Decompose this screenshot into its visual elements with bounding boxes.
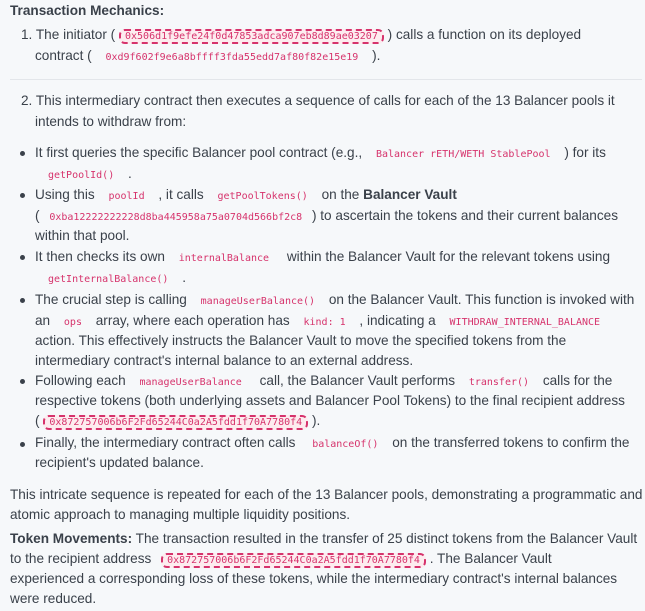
vault-address[interactable]: 0xba12222222228d8ba445958a75a0704d566bf2c8 — [43, 211, 308, 224]
step-2-line-1: 2. This intermediary contract then executes a sequence of calls for each of the 13 Balancer pools it — [21, 93, 615, 108]
bullet-dot — [20, 151, 25, 156]
bullet-6-line-1: Finally, the intermediary contract often calls balanceOf() on the transferred tokens to confirm the — [35, 435, 630, 450]
bullet-dot — [20, 442, 25, 447]
bullet-2-line-1: Using this poolId , it calls getPoolTokens() on the Balancer Vault — [35, 187, 457, 202]
bullet-2-line-2: ( 0xba12222222228d8ba445958a75a0704d566bf2c8 ) to ascertain the tokens and their current balances — [35, 208, 619, 223]
bullet-2-line-3: within that pool. — [35, 228, 130, 243]
bullet-1-line-1: It first queries the specific Balancer pool contract (e.g., Balancer rETH/WETH StablePool ) for its — [35, 145, 606, 160]
bullet-4-line-3: action. This effectively instructs the Balancer Vault to move the specified tokens from the — [35, 333, 567, 348]
pool-name-code: Balancer rETH/WETH StablePool — [366, 148, 561, 161]
bullet-4-line-2: an ops array, where each operation has kind: 1 , indicating a WITHDRAW_INTERNAL_BALANCE — [35, 311, 610, 333]
paragraph-2-line-1: Token Movements: The transaction resulted in the transfer of 25 distinct tokens from the Balancer Vault — [10, 531, 638, 546]
bullet-4-line-1: The crucial step is calling manageUserBalance() on the Balancer Vault. This function is invoked with — [35, 292, 635, 307]
initiator-address[interactable]: 0x506d1f9efe24f0d47853adca907eb8d89ae03207 — [119, 29, 384, 44]
paragraph-1-line-1: This intricate sequence is repeated for each of the 13 Balancer pools, demonstrating a programmatic and — [10, 487, 643, 502]
pool-id-code: poolId — [98, 190, 154, 203]
contract-address[interactable]: 0xd9f602f9e6a8bffff3fda55edd7af80f82e15e19 — [95, 51, 368, 64]
ops-code: ops — [54, 316, 92, 329]
bullet-dot — [20, 379, 25, 384]
get-internal-balance-code: getInternalBalance() — [35, 273, 178, 286]
internal-balance-code: internalBalance — [169, 252, 283, 265]
bullet-dot — [20, 298, 25, 303]
section-heading: Transaction Mechanics: — [10, 3, 165, 18]
step-1-line-2: contract ( 0xd9f602f9e6a8bffff3fda55edd7af80f82e15e19 ). — [35, 48, 381, 63]
paragraph-2-line-3: experienced a corresponding loss of these tokens, while the intermediary contract's internal balances — [10, 571, 618, 586]
manage-user-balance-code: manageUserBalance() — [191, 295, 325, 308]
bullet-5-line-1: Following each manageUserBalance call, the Balancer Vault performs transfer() calls for the — [35, 373, 613, 388]
bullet-6-line-2: recipient's updated balance. — [35, 455, 204, 470]
bullet-dot — [20, 193, 25, 198]
divider — [10, 79, 642, 80]
bullet-5-line-2: respective tokens (both underlying assets and Balancer Pool Tokens) to the final recipient address — [35, 393, 625, 408]
get-pool-tokens-code: getPoolTokens() — [207, 190, 317, 203]
balance-of-code: balanceOf() — [299, 438, 388, 451]
recipient-address[interactable]: 0x872757006b6F2Fd65244C0a2A5fdd1f70A7780f4 — [43, 415, 308, 430]
bullet-5-line-3: ( 0x872757006b6F2Fd65244C0a2A5fdd1f70A7780f4 ). — [35, 413, 321, 428]
withdraw-internal-balance-code: WITHDRAW_INTERNAL_BALANCE — [440, 316, 611, 329]
paragraph-2-line-2: to the recipient address 0x872757006b6F2Fd65244C0a2A5fdd1f70A7780f4 . The Balancer Vault — [10, 551, 552, 566]
bullet-3-line-2: getInternalBalance() . — [35, 268, 186, 290]
kind-code: kind: 1 — [293, 316, 355, 329]
paragraph-1-line-2: atomic approach to managing multiple liquidity positions. — [10, 507, 351, 522]
bullet-3-line-1: It then checks its own internalBalance within the Balancer Vault for the relevant tokens using — [35, 249, 611, 264]
manage-user-balance-code-2: manageUserBalance — [129, 376, 255, 389]
get-pool-id-code: getPoolId() — [35, 169, 124, 182]
transfer-code: transfer() — [459, 376, 539, 389]
recipient-address-2[interactable]: 0x872757006b6F2Fd65244C0a2A5fdd1f70A7780f4 — [161, 553, 426, 568]
bullet-4-line-4: intermediary contract's internal balance to an external address. — [35, 353, 414, 368]
bullet-dot — [20, 255, 25, 260]
paragraph-2-line-4: were reduced. — [10, 591, 97, 606]
bullet-1-line-2: getPoolId() . — [35, 164, 132, 186]
step-2-line-2: intends to withdraw from: — [35, 114, 187, 129]
step-1-line-1: 1. The initiator ( 0x506d1f9efe24f0d47853adca907eb8d89ae03207 ) calls a function on its deployed — [21, 27, 582, 42]
